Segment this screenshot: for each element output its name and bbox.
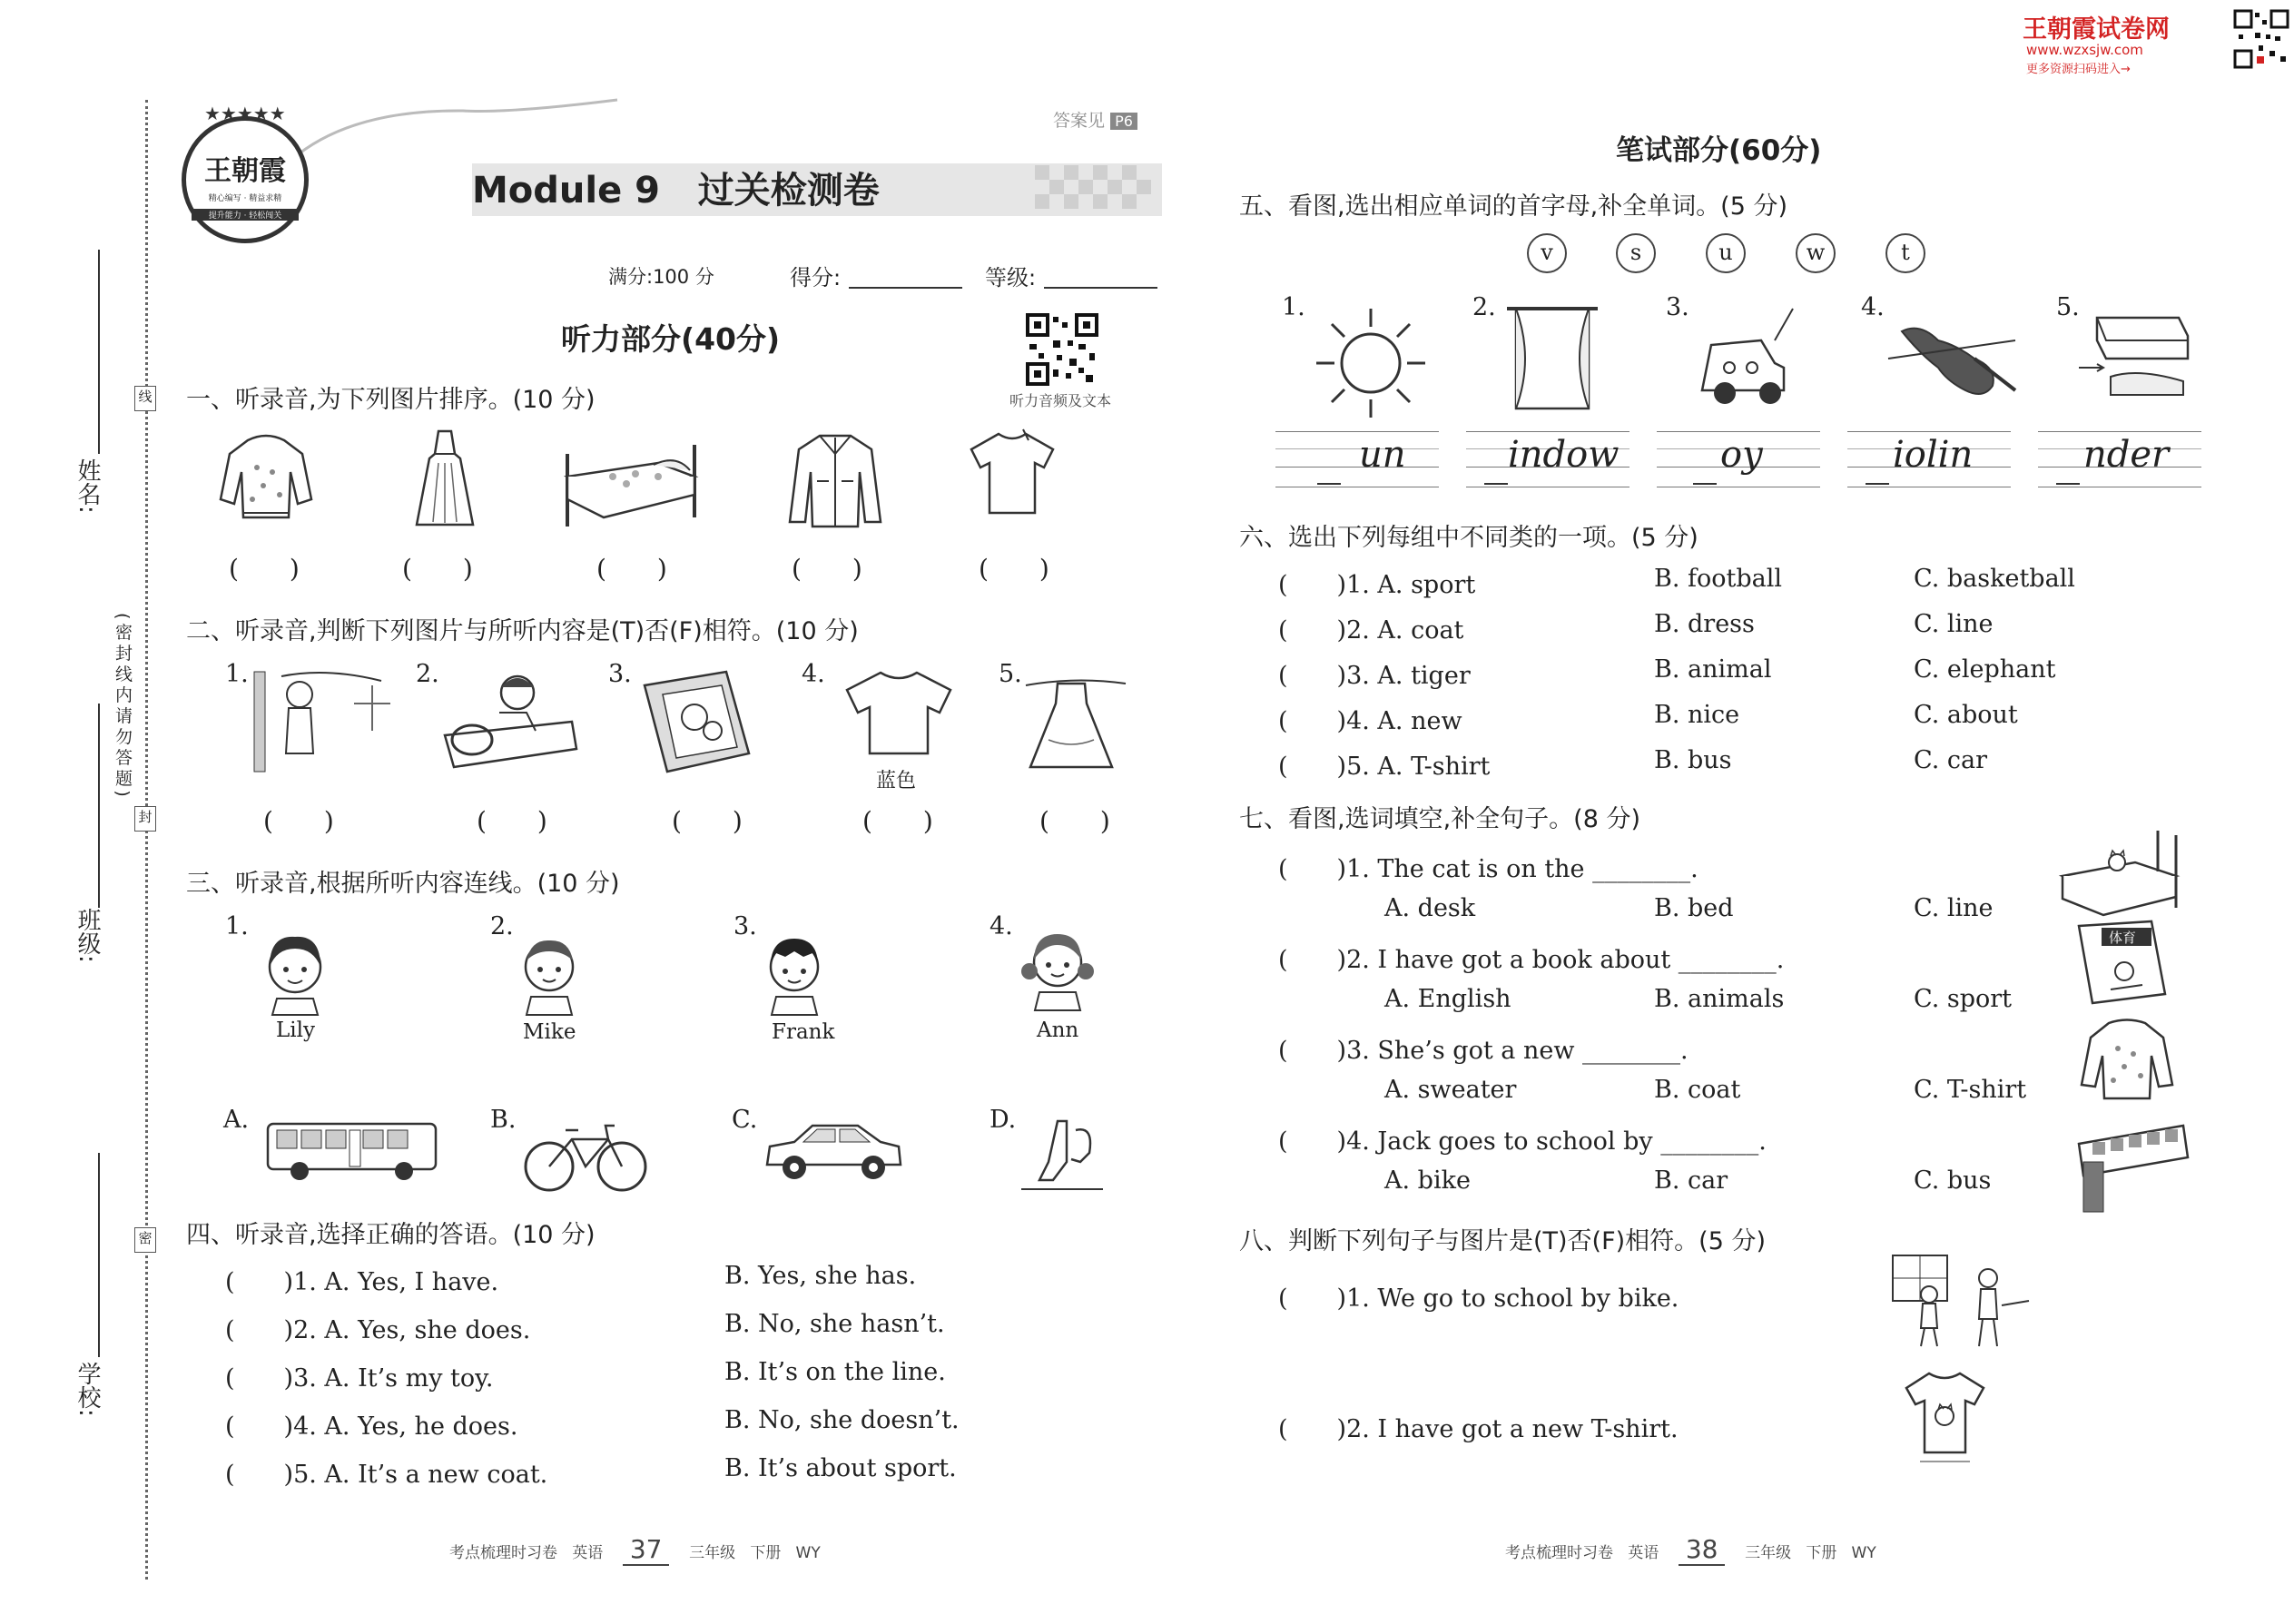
s7-q3[interactable]: ( )3. She’s got a new ________.	[1278, 1037, 1689, 1065]
word-4-text: iolin	[1893, 434, 1974, 476]
seal-mark-secret: 密	[134, 1227, 156, 1253]
s7-q4-a: A. bike	[1384, 1166, 1471, 1195]
s4-q1[interactable]: ( )1. A. Yes, I have.	[225, 1268, 499, 1296]
s1-blank-2[interactable]: ( )	[402, 554, 473, 584]
s3-title: 三、听录音,根据所听内容连线。(10 分)	[186, 870, 620, 898]
s3-num-2: 2.	[490, 912, 514, 940]
footer-left: 考点梳理时习卷 英语 37 三年级 下册 WY	[449, 1534, 821, 1564]
word-2-blank[interactable]	[1484, 483, 1508, 485]
sweater-picture-2	[2077, 1012, 2177, 1103]
s2-num-3: 3.	[608, 660, 632, 688]
footer-right: 考点梳理时习卷 英语 38 三年级 下册 WY	[1505, 1534, 1876, 1564]
brand-stars	[204, 102, 286, 123]
word-5-text: nder	[2083, 434, 2170, 476]
violin-picture	[1884, 304, 2020, 404]
s7-q3-b: B. coat	[1654, 1076, 1741, 1104]
s2-num-2: 2.	[416, 660, 439, 688]
s4-q5[interactable]: ( )5. A. It’s a new coat.	[225, 1461, 548, 1489]
s8-q1[interactable]: ( )1. We go to school by bike.	[1278, 1284, 1679, 1313]
name-field[interactable]	[98, 250, 100, 454]
s4-q1-b: B. Yes, she has.	[724, 1262, 917, 1290]
s5-num-4: 4.	[1861, 293, 1885, 321]
s7-q2[interactable]: ( )2. I have got a book about ________.	[1278, 946, 1785, 974]
bike-picture	[522, 1117, 649, 1194]
jacket-picture	[785, 427, 885, 531]
name-lily: Lily	[276, 1019, 315, 1042]
letter-t: t	[1885, 233, 1925, 273]
seal-mark-seal: 封	[134, 806, 156, 832]
brand-logo	[182, 116, 309, 243]
s6-q1-b: B. football	[1654, 565, 1783, 593]
cat-on-bed-picture	[2053, 826, 2181, 917]
sport-book-label: 体育	[2109, 930, 2137, 946]
s6-q5-b: B. bus	[1654, 746, 1732, 774]
frank-face	[758, 926, 831, 1017]
s2-blank-5[interactable]: ( )	[1039, 806, 1110, 836]
grade-label: 等级:	[985, 265, 1037, 290]
blue-label: 蓝色	[876, 770, 917, 792]
s4-q2-b: B. No, she hasn’t.	[724, 1310, 945, 1338]
letter-s: s	[1616, 233, 1656, 273]
word-line-1	[1275, 431, 1439, 487]
watermark	[2023, 9, 2294, 77]
s6-q2-c: C. line	[1914, 610, 1994, 638]
word-1-text: un	[1359, 434, 1406, 476]
s6-q3-c: C. elephant	[1914, 655, 2056, 684]
s2-num-1: 1.	[225, 660, 249, 688]
watermark-url: www.wzxsjw.com	[2026, 42, 2143, 58]
s6-q4-c: C. about	[1914, 701, 2018, 729]
s1-blank-4[interactable]: ( )	[792, 554, 862, 584]
qr-code-icon[interactable]	[1026, 313, 1098, 386]
class-label: 班级:	[74, 908, 101, 963]
s2-num-5: 5.	[999, 660, 1022, 688]
s2-blank-1[interactable]: ( )	[263, 806, 334, 836]
sun-picture	[1312, 304, 1430, 422]
s6-q4-a[interactable]: ( )4. A. new	[1278, 707, 1462, 735]
word-line-3	[1657, 431, 1820, 487]
brand-logo-band: 提升能力 · 轻松闯关	[192, 209, 299, 221]
word-line-5	[2038, 431, 2201, 487]
bus-picture	[263, 1117, 440, 1185]
grade-field[interactable]	[1044, 287, 1157, 289]
word-1-blank[interactable]	[1317, 483, 1341, 485]
animal-book-picture	[635, 667, 753, 781]
qr-caption: 听力音频及文本	[1009, 392, 1112, 409]
s4-q2[interactable]: ( )2. A. Yes, she does.	[225, 1316, 531, 1344]
ann-face	[1017, 921, 1098, 1012]
kids-walking-picture	[1888, 1251, 2033, 1351]
s1-blank-3[interactable]: ( )	[596, 554, 667, 584]
s2-blank-2[interactable]: ( )	[477, 806, 547, 836]
s7-title: 七、看图,选词填空,补全句子。(8 分)	[1239, 805, 1640, 833]
bed-picture	[558, 427, 704, 531]
bus-stop-picture	[2074, 1117, 2192, 1216]
boy-driving-picture	[436, 667, 581, 776]
seal-note: (密封线内请勿答题)	[113, 613, 133, 801]
binding-line	[145, 100, 148, 1580]
s5-num-5: 5.	[2056, 293, 2080, 321]
toy-car-picture	[1689, 304, 1802, 413]
word-5-blank[interactable]	[2056, 483, 2080, 485]
blue-tshirt-picture	[840, 667, 958, 758]
s6-q5-c: C. car	[1914, 746, 1987, 774]
s1-blank-1[interactable]: ( )	[229, 554, 300, 584]
s1-blank-5[interactable]: ( )	[979, 554, 1049, 584]
s6-q2-a[interactable]: ( )2. A. coat	[1278, 616, 1464, 645]
letter-u: u	[1706, 233, 1746, 273]
school-label: 学校:	[74, 1362, 101, 1417]
title-label: 过关检测卷	[697, 170, 880, 212]
s3-num-1: 1.	[225, 912, 249, 940]
s7-q2-a: A. English	[1384, 985, 1511, 1013]
header-title	[472, 162, 880, 213]
s5-num-1: 1.	[1282, 293, 1305, 321]
tshirt-picture	[967, 427, 1058, 517]
s6-q1-c: C. basketball	[1914, 565, 2075, 593]
s3-option-b: B.	[490, 1106, 517, 1134]
name-mike: Mike	[523, 1020, 576, 1044]
s2-blank-4[interactable]: ( )	[862, 806, 933, 836]
car-picture	[763, 1115, 903, 1187]
s8-q2[interactable]: ( )2. I have got a new T-shirt.	[1278, 1415, 1679, 1443]
dress-picture	[413, 427, 477, 531]
class-field[interactable]	[98, 704, 100, 908]
word-line-2	[1466, 431, 1629, 487]
letter-v: v	[1527, 233, 1567, 273]
s6-q2-b: B. dress	[1654, 610, 1755, 638]
listening-title: 听力部分(40分)	[561, 321, 781, 357]
s3-option-c: C.	[732, 1106, 758, 1134]
s4-title: 四、听录音,选择正确的答语。(10 分)	[186, 1221, 596, 1249]
s6-q3-a[interactable]: ( )3. A. tiger	[1278, 662, 1471, 690]
s4-q4-b: B. No, she doesn’t.	[724, 1406, 960, 1434]
word-4-blank[interactable]	[1866, 483, 1889, 485]
s7-q1-b: B. bed	[1654, 894, 1734, 922]
score-label: 得分:	[790, 265, 842, 290]
walking-feet-picture	[1017, 1112, 1108, 1194]
s7-q4-c: C. bus	[1914, 1166, 1992, 1195]
cat-tshirt-picture	[1902, 1366, 1988, 1466]
page-number-right: 38	[1679, 1534, 1726, 1566]
s5-num-3: 3.	[1666, 293, 1689, 321]
s6-q1-a[interactable]: ( )1. A. sport	[1278, 571, 1476, 599]
sport-book-picture	[2065, 917, 2170, 1012]
s7-q1[interactable]: ( )1. The cat is on the ________.	[1278, 855, 1698, 883]
s7-q1-a: A. desk	[1384, 894, 1476, 922]
seal-mark-line: 线	[134, 386, 156, 411]
word-line-4	[1847, 431, 2011, 487]
word-3-blank[interactable]	[1693, 483, 1717, 485]
brand-logo-name: 王朝霞	[204, 155, 286, 187]
s5-title: 五、看图,选出相应单词的首字母,补全单词。(5 分)	[1239, 192, 1787, 221]
name-label: 姓名:	[74, 458, 101, 514]
s7-q4[interactable]: ( )4. Jack goes to school by ________.	[1278, 1127, 1767, 1156]
under-shoes-picture	[2074, 304, 2192, 413]
writing-title: 笔试部分(60分)	[1616, 134, 1822, 167]
word-2-text: indow	[1508, 434, 1620, 476]
s6-q3-b: B. animal	[1654, 655, 1772, 684]
s1-title: 一、听录音,为下列图片排序。(10 分)	[186, 386, 596, 414]
score-field[interactable]	[849, 287, 962, 289]
word-3-text: oy	[1720, 434, 1763, 476]
watermark-site: 王朝霞试卷网	[2023, 15, 2170, 44]
s6-q4-b: B. nice	[1654, 701, 1740, 729]
s3-option-a: A.	[223, 1106, 250, 1134]
s6-q5-a[interactable]: ( )5. A. T-shirt	[1278, 753, 1491, 781]
s2-blank-3[interactable]: ( )	[672, 806, 743, 836]
s4-q3[interactable]: ( )3. A. It’s my toy.	[225, 1364, 494, 1393]
s7-q3-a: A. sweater	[1384, 1076, 1517, 1104]
s3-num-4: 4.	[989, 912, 1013, 940]
s7-q2-b: B. animals	[1654, 985, 1785, 1013]
s7-q4-b: B. car	[1654, 1166, 1728, 1195]
name-frank: Frank	[772, 1020, 835, 1044]
watermark-tip: 更多资源扫码进入→	[2026, 63, 2131, 76]
s2-num-4: 4.	[802, 660, 825, 688]
letter-w: w	[1796, 233, 1836, 273]
mike-face	[513, 926, 586, 1017]
s4-q3-b: B. It’s on the line.	[724, 1358, 946, 1386]
module-label: Module 9	[472, 170, 660, 212]
s7-q2-c: C. sport	[1914, 985, 2013, 1013]
name-ann: Ann	[1037, 1019, 1079, 1042]
s5-num-2: 2.	[1472, 293, 1496, 321]
s6-title: 六、选出下列每组中不同类的一项。(5 分)	[1239, 524, 1698, 552]
girl-window-picture	[245, 667, 399, 776]
sweater-picture	[216, 427, 316, 527]
s4-q4[interactable]: ( )4. A. Yes, he does.	[225, 1412, 518, 1441]
s7-q3-c: C. T-shirt	[1914, 1076, 2027, 1104]
page-number-left: 37	[623, 1534, 670, 1566]
s7-q1-c: C. line	[1914, 894, 1994, 922]
s3-option-d: D.	[989, 1106, 1017, 1134]
s3-num-3: 3.	[733, 912, 757, 940]
s8-title: 八、判断下列句子与图片是(T)否(F)相符。(5 分)	[1239, 1227, 1766, 1255]
lily-face	[259, 926, 331, 1017]
answer-page-badge: P6	[1110, 113, 1137, 130]
s2-title: 二、听录音,判断下列图片与所听内容是(T)否(F)相符。(10 分)	[186, 617, 859, 645]
brand-logo-slogan: 精心编写 · 精益求精	[208, 194, 282, 203]
watermark-qr-icon[interactable]	[2233, 9, 2289, 69]
s4-q5-b: B. It’s about sport.	[724, 1454, 957, 1482]
answer-ref: 答案见 P6	[1053, 107, 1137, 132]
svg-text:★★★★★: ★★★★★	[204, 103, 286, 123]
school-field[interactable]	[98, 1153, 100, 1357]
dress-on-line-picture	[1021, 667, 1130, 781]
full-score: 满分:100 分	[608, 266, 714, 288]
window-picture	[1502, 304, 1602, 413]
